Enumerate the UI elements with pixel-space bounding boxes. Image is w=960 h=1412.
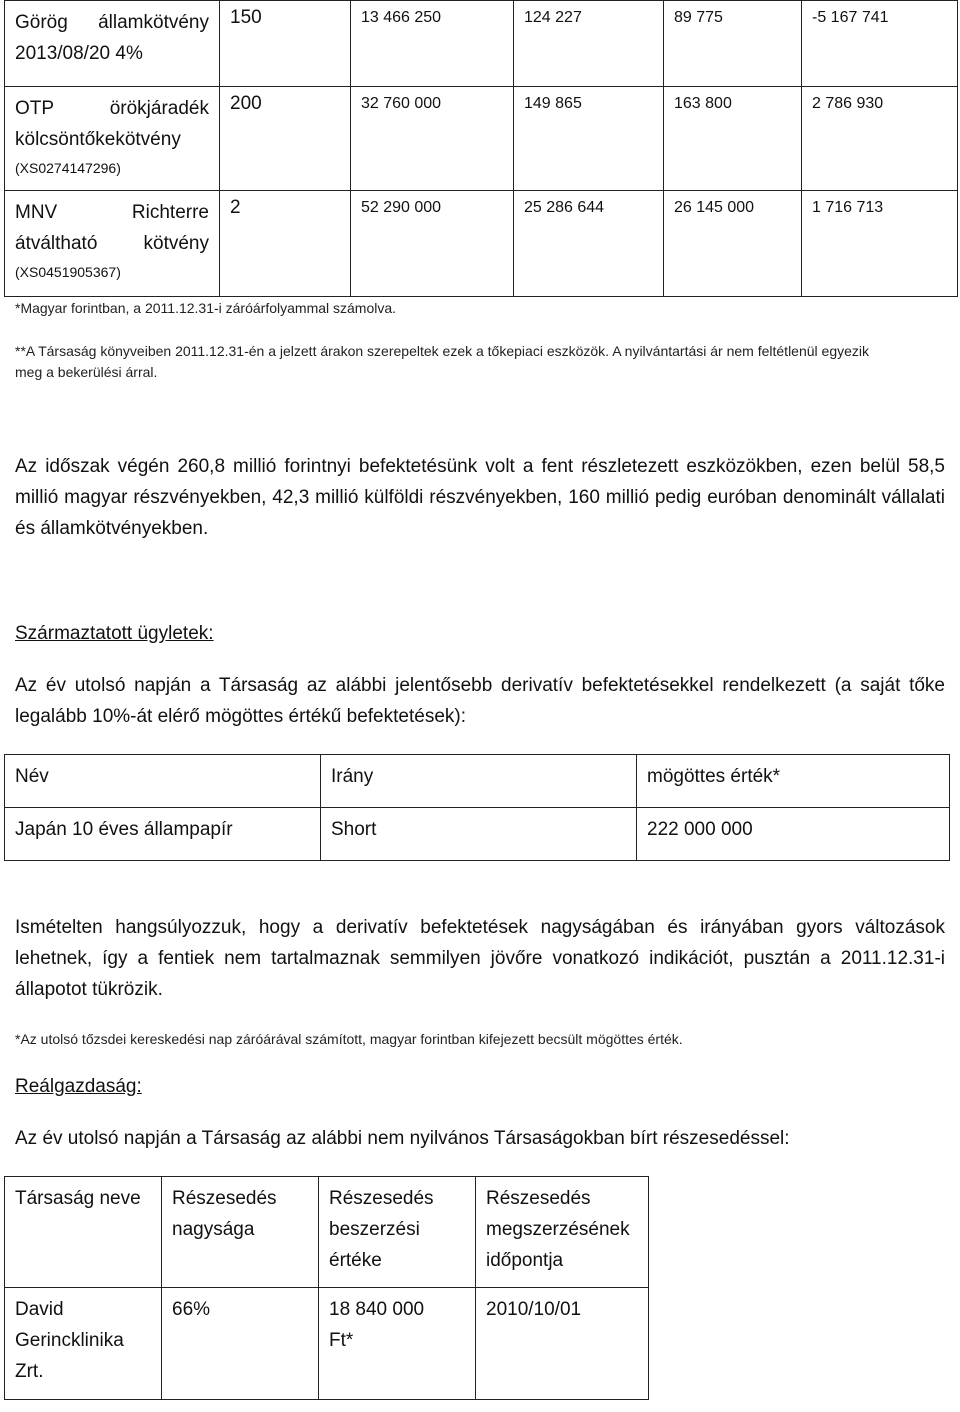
company-name-cell [5, 1288, 162, 1400]
footnote-text: **A Társaság könyveiben 2011.12.31-én a jelzett árakon szerepeltek ezek a tőkepiaci eszközök. [15, 343, 610, 359]
table-header-row [5, 755, 950, 808]
table-cell: Short [321, 808, 637, 861]
header-line: értéke [329, 1250, 382, 1271]
column-header [5, 1177, 162, 1288]
stake-size-cell [162, 1288, 319, 1400]
acquisition-date-cell [476, 1288, 649, 1400]
acquisition-value-cell [319, 1288, 476, 1400]
derivatives-heading: Származtatott ügyletek: [15, 623, 214, 644]
column-header: Név [5, 755, 321, 808]
bond-name-part: átváltható [15, 233, 98, 254]
table-row [5, 87, 958, 191]
table-row [5, 1, 958, 87]
bond-value-3: 26 145 000 [664, 191, 802, 297]
derivatives-emphasis: Ismételten hangsúlyozzuk, hogy a derivatív befektetések nagyságában és irányában gyors változások lehetnek, így a fentiek nem tartalmaznak semmilyen jövőre vonatkozó indikációt, pusztán a 2011.12.31-i állapotot tükrözik. [15, 917, 945, 1000]
derivatives-footnote: *Az utolsó tőzsdei kereskedési nap záróárával számított, magyar forintban kifejezett becsült mögöttes érték. [15, 1031, 683, 1047]
derivatives-intro: Az év utolsó napján a Társaság az alábbi jelentősebb derivatív befektetésekkel rendelkezett (a saját tőke legalább 10%-át elérő mögöttes értékű befektetések): [15, 675, 945, 727]
footnote-text: A nyilvántartási ár nem feltétlenül egyezik [612, 343, 870, 359]
table-cell: 222 000 000 [637, 808, 950, 861]
bond-quantity: 2 [220, 191, 351, 297]
cell-line: 2010/10/01 [486, 1299, 582, 1320]
bond-name-part: Richterre [131, 202, 209, 223]
cell-line: Zrt. [15, 1361, 44, 1382]
footnote-exchange-rate: *Magyar forintban, a 2011.12.31-i záróárfolyammal számolva. [15, 300, 397, 316]
bonds-table [4, 0, 958, 297]
bond-name-part: Görög [15, 12, 68, 33]
bond-name-cell [5, 87, 220, 191]
cell-line: 66% [172, 1299, 211, 1320]
bond-value-4: 2 786 930 [802, 87, 958, 191]
column-header [319, 1177, 476, 1288]
bond-value-1: 13 466 250 [351, 1, 514, 87]
cell-line: Ft* [329, 1330, 354, 1351]
table-row [5, 808, 950, 861]
footnote-book-value [15, 341, 950, 383]
bond-value-3: 89 775 [664, 1, 802, 87]
bond-value-4: 1 716 713 [802, 191, 958, 297]
bond-value-4: -5 167 741 [802, 1, 958, 87]
header-line: Részesedés [486, 1188, 591, 1209]
table-header-row [5, 1177, 649, 1288]
bond-isin-code: (XS0451905367) [15, 264, 121, 280]
bond-value-1: 52 290 000 [351, 191, 514, 297]
bond-value-2: 25 286 644 [514, 191, 664, 297]
cell-line: David [15, 1299, 64, 1320]
column-header: Irány [321, 755, 637, 808]
bond-name-part: 2013/08/20 4% [15, 43, 143, 64]
bond-quantity: 150 [220, 1, 351, 87]
bond-name-cell [5, 1, 220, 87]
bond-name-part: örökjáradék [109, 98, 209, 119]
table-cell: Japán 10 éves állampapír [5, 808, 321, 861]
bond-name-part: államkötvény [98, 12, 209, 33]
header-line: nagysága [172, 1219, 255, 1240]
holdings-table [4, 1176, 649, 1400]
investment-paragraph: Az időszak végén 260,8 millió forintnyi befektetésünk volt a fent részletezett eszközökben, ezen belül 58,5 millió magyar részvényekben, 42,3 millió külföldi részvényekben, 160 millió pedig euróban denominált vállalati és államkötvényekben. [15, 456, 945, 539]
header-line: beszerzési [329, 1219, 420, 1240]
header-line: megszerzésének [486, 1219, 630, 1240]
bond-value-2: 124 227 [514, 1, 664, 87]
header-line: Részesedés [172, 1188, 277, 1209]
bond-quantity: 200 [220, 87, 351, 191]
column-header: mögöttes érték* [637, 755, 950, 808]
header-line: Részesedés [329, 1188, 434, 1209]
derivatives-table [4, 754, 950, 861]
bond-value-2: 149 865 [514, 87, 664, 191]
bond-name-cell [5, 191, 220, 297]
bond-name-part: kölcsöntőkekötvény [15, 129, 181, 150]
cell-line: Gerincklinika [15, 1330, 124, 1351]
bond-value-1: 32 760 000 [351, 87, 514, 191]
cell-line: 18 840 000 [329, 1299, 425, 1320]
column-header [162, 1177, 319, 1288]
footnote-text: meg a bekerülési árral. [15, 364, 158, 380]
bond-value-3: 163 800 [664, 87, 802, 191]
bond-name-part: OTP [15, 98, 55, 119]
column-header [476, 1177, 649, 1288]
table-row [5, 1288, 649, 1400]
header-line: időpontja [486, 1250, 564, 1271]
bond-name-part: kötvény [143, 233, 209, 254]
bond-isin-code: (XS0274147296) [15, 160, 121, 176]
table-row [5, 191, 958, 297]
bond-name-part: MNV [15, 202, 58, 223]
real-economy-intro: Az év utolsó napján a Társaság az alábbi nem nyilvános Társaságokban bírt részesedéssel: [15, 1128, 790, 1149]
header-line: Társaság neve [15, 1188, 141, 1209]
real-economy-heading: Reálgazdaság: [15, 1076, 142, 1097]
